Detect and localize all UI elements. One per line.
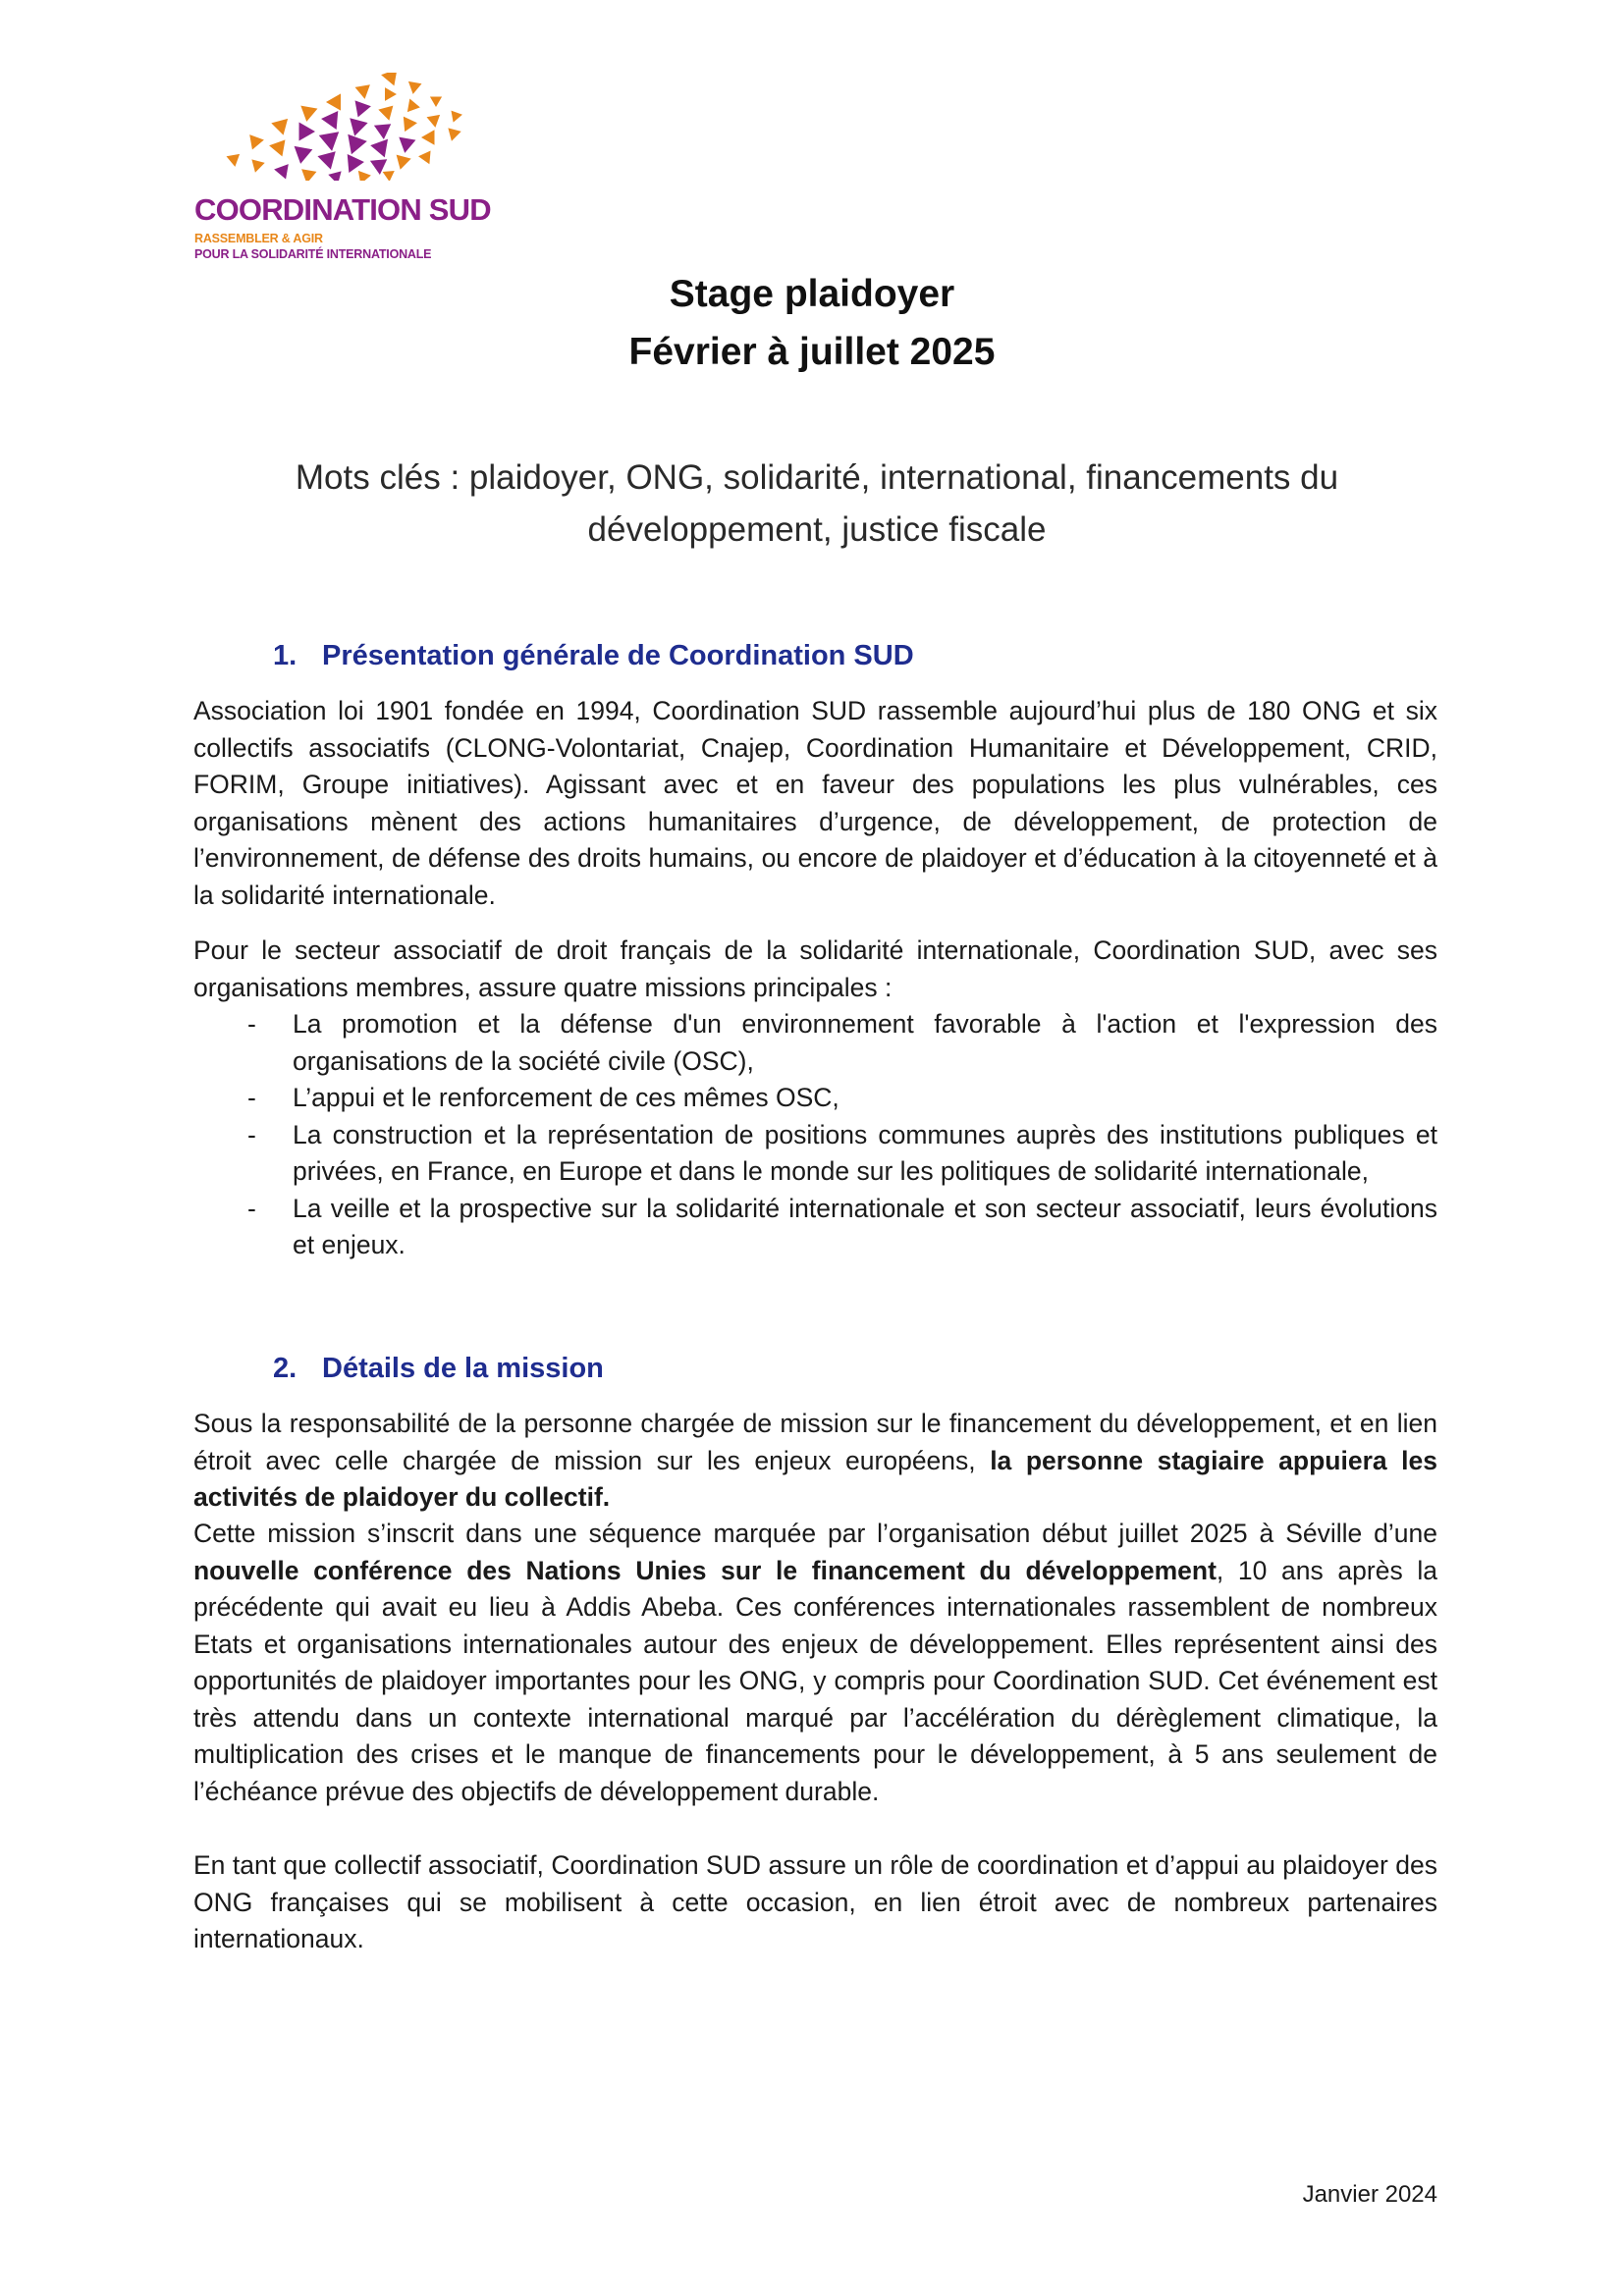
- section-2-number: 2.: [273, 1353, 298, 1384]
- coordination-sud-logo: [192, 73, 491, 279]
- section-1-heading: [273, 640, 914, 672]
- logo-triangle: [398, 117, 417, 135]
- logo-triangle: [321, 111, 345, 133]
- logo-triangle: [317, 151, 340, 172]
- logo-triangle: [445, 128, 460, 142]
- section-2-heading: [273, 1353, 604, 1385]
- logo-triangle: [227, 154, 243, 168]
- keywords-line: Mots clés : plaidoyer, ONG, solidarité, international, financements du développement, justice fiscale: [295, 458, 1339, 549]
- logo-tagline-2: POUR LA SOLIDARITÉ INTERNATIONALE: [194, 247, 432, 261]
- logo-triangle: [448, 111, 462, 125]
- logo-triangle: [328, 171, 344, 181]
- logo-triangle: [291, 122, 315, 145]
- logo-triangle: [274, 164, 293, 181]
- logo-triangle: [355, 84, 373, 100]
- logo-triangle: [397, 137, 416, 155]
- logo-tagline-1: RASSEMBLER & AGIR: [194, 232, 323, 245]
- list-item: - La promotion et la défense d'un environnement favorable à l'action et l'expression des organisations de la société civile (OSC),: [193, 1006, 1437, 1080]
- logo-triangle: [299, 169, 317, 181]
- logo-triangle: [271, 119, 292, 137]
- logo-triangle: [269, 139, 290, 159]
- logo-triangle: [298, 106, 318, 124]
- list-item: - La veille et la prospective sur la solidarité internationale et son secteur associatif, leurs évolutions et enjeux.: [193, 1191, 1437, 1264]
- logo-triangle: [319, 132, 343, 152]
- logo-triangle: [292, 146, 313, 166]
- bullet-dash: -: [247, 1009, 256, 1039]
- bullet-dash: -: [247, 1119, 256, 1149]
- section-1-title: Présentation générale de Coordination SUD: [322, 640, 914, 671]
- logo-triangle: [418, 150, 436, 167]
- logo-triangle: [403, 99, 420, 117]
- footer-date: Janvier 2024: [1302, 2181, 1437, 2208]
- logo-triangle: [427, 115, 443, 129]
- logo-triangle: [406, 81, 422, 95]
- logo-name: COORDINATION SUD: [194, 192, 491, 227]
- bullet-dash: -: [247, 1193, 256, 1223]
- logo-triangle: [430, 97, 442, 108]
- bullet-dash: -: [247, 1083, 256, 1112]
- section-2-paragraph-2: Cette mission s’inscrit dans une séquence marquée par l’organisation début juillet 2025 à Séville d’une nouvelle conférence des Nations Unies sur le financement du développement, 10 ans après la précédente qui avait eu lieu à Addis Abeba. Ces conférences internationales rassemblent de nombreux Etats et organisations internationales autour des enjeux de développement. Elles représentent ainsi des opportunités de plaidoyer importantes pour les ONG, y compris pour Coordination SUD. Cet événement est très attendu dans un contexte international marqué par l’accélération du dérèglement climatique, la multiplication des crises et le manque de financements pour le développement, à 5 ans seulement de l’échéance prévue des objectifs de développement durable.: [193, 1519, 1437, 1806]
- section-1-paragraph-2: Pour le secteur associatif de droit français de la solidarité internationale, Coordination SUD, avec ses organisations membres, assure quatre missions principales :: [193, 935, 1437, 1002]
- logo-triangle: [379, 87, 397, 104]
- logo-triangle: [421, 130, 441, 148]
- section-2-title: Détails de la mission: [322, 1353, 604, 1384]
- logo-triangle: [354, 171, 371, 181]
- section-2-paragraph-3: En tant que collectif associatif, Coordination SUD assure un rôle de coordination et d’appui au plaidoyer des ONG françaises qui se mobilisent à cette occasion, en lien étroit avec de nombreux partenaires internationaux.: [193, 1850, 1437, 1953]
- logo-triangle: [383, 171, 396, 181]
- logo-triangle: [370, 139, 393, 161]
- list-item: - La construction et la représentation de positions communes auprès des institutions publiques et privées, en France, en Europe et dans le monde sur les politiques de solidarité internationale,: [193, 1117, 1437, 1191]
- section-1-number: 1.: [273, 640, 298, 671]
- section-2-paragraph-1: Sous la responsabilité de la personne chargée de mission sur le financement du développement, et en lien étroit avec celle chargée de mission sur les enjeux européens, la personne stagiaire appuiera les activités de plaidoyer du collectif.: [193, 1409, 1437, 1512]
- page-title-line-1: Stage plaidoyer: [669, 273, 955, 315]
- logo-triangle: [374, 124, 393, 139]
- triangles-logo-mark: [206, 73, 471, 181]
- logo-triangle: [393, 155, 411, 172]
- logo-triangle: [350, 100, 370, 120]
- logo-triangle: [378, 106, 397, 123]
- logo-triangle: [248, 159, 264, 174]
- missions-list: [193, 1006, 1437, 1264]
- logo-triangle: [245, 134, 264, 152]
- section-1-paragraph-1: Association loi 1901 fondée en 1994, Coordination SUD rassemble aujourd’hui plus de 180 ONG et six collectifs associatifs (CLONG-Volontariat, Cnajep, Coordination Humanitaire et Développement, CRID, FORIM, Groupe initiatives). Agissant avec et en faveur des populations les plus vulnérables, ces organisations mènent des actions humanitaires d’urgence, de développement, de protection de l’environnement, de défense des droits humains, ou encore de plaidoyer et d’éducation à la citoyenneté et à la solidarité internationale.: [193, 696, 1437, 910]
- logo-triangle: [381, 73, 402, 88]
- logo-triangle: [342, 134, 367, 158]
- page-title-line-2: Février à juillet 2025: [628, 331, 996, 373]
- list-item: - L’appui et le renforcement de ces mêmes OSC,: [193, 1080, 1437, 1117]
